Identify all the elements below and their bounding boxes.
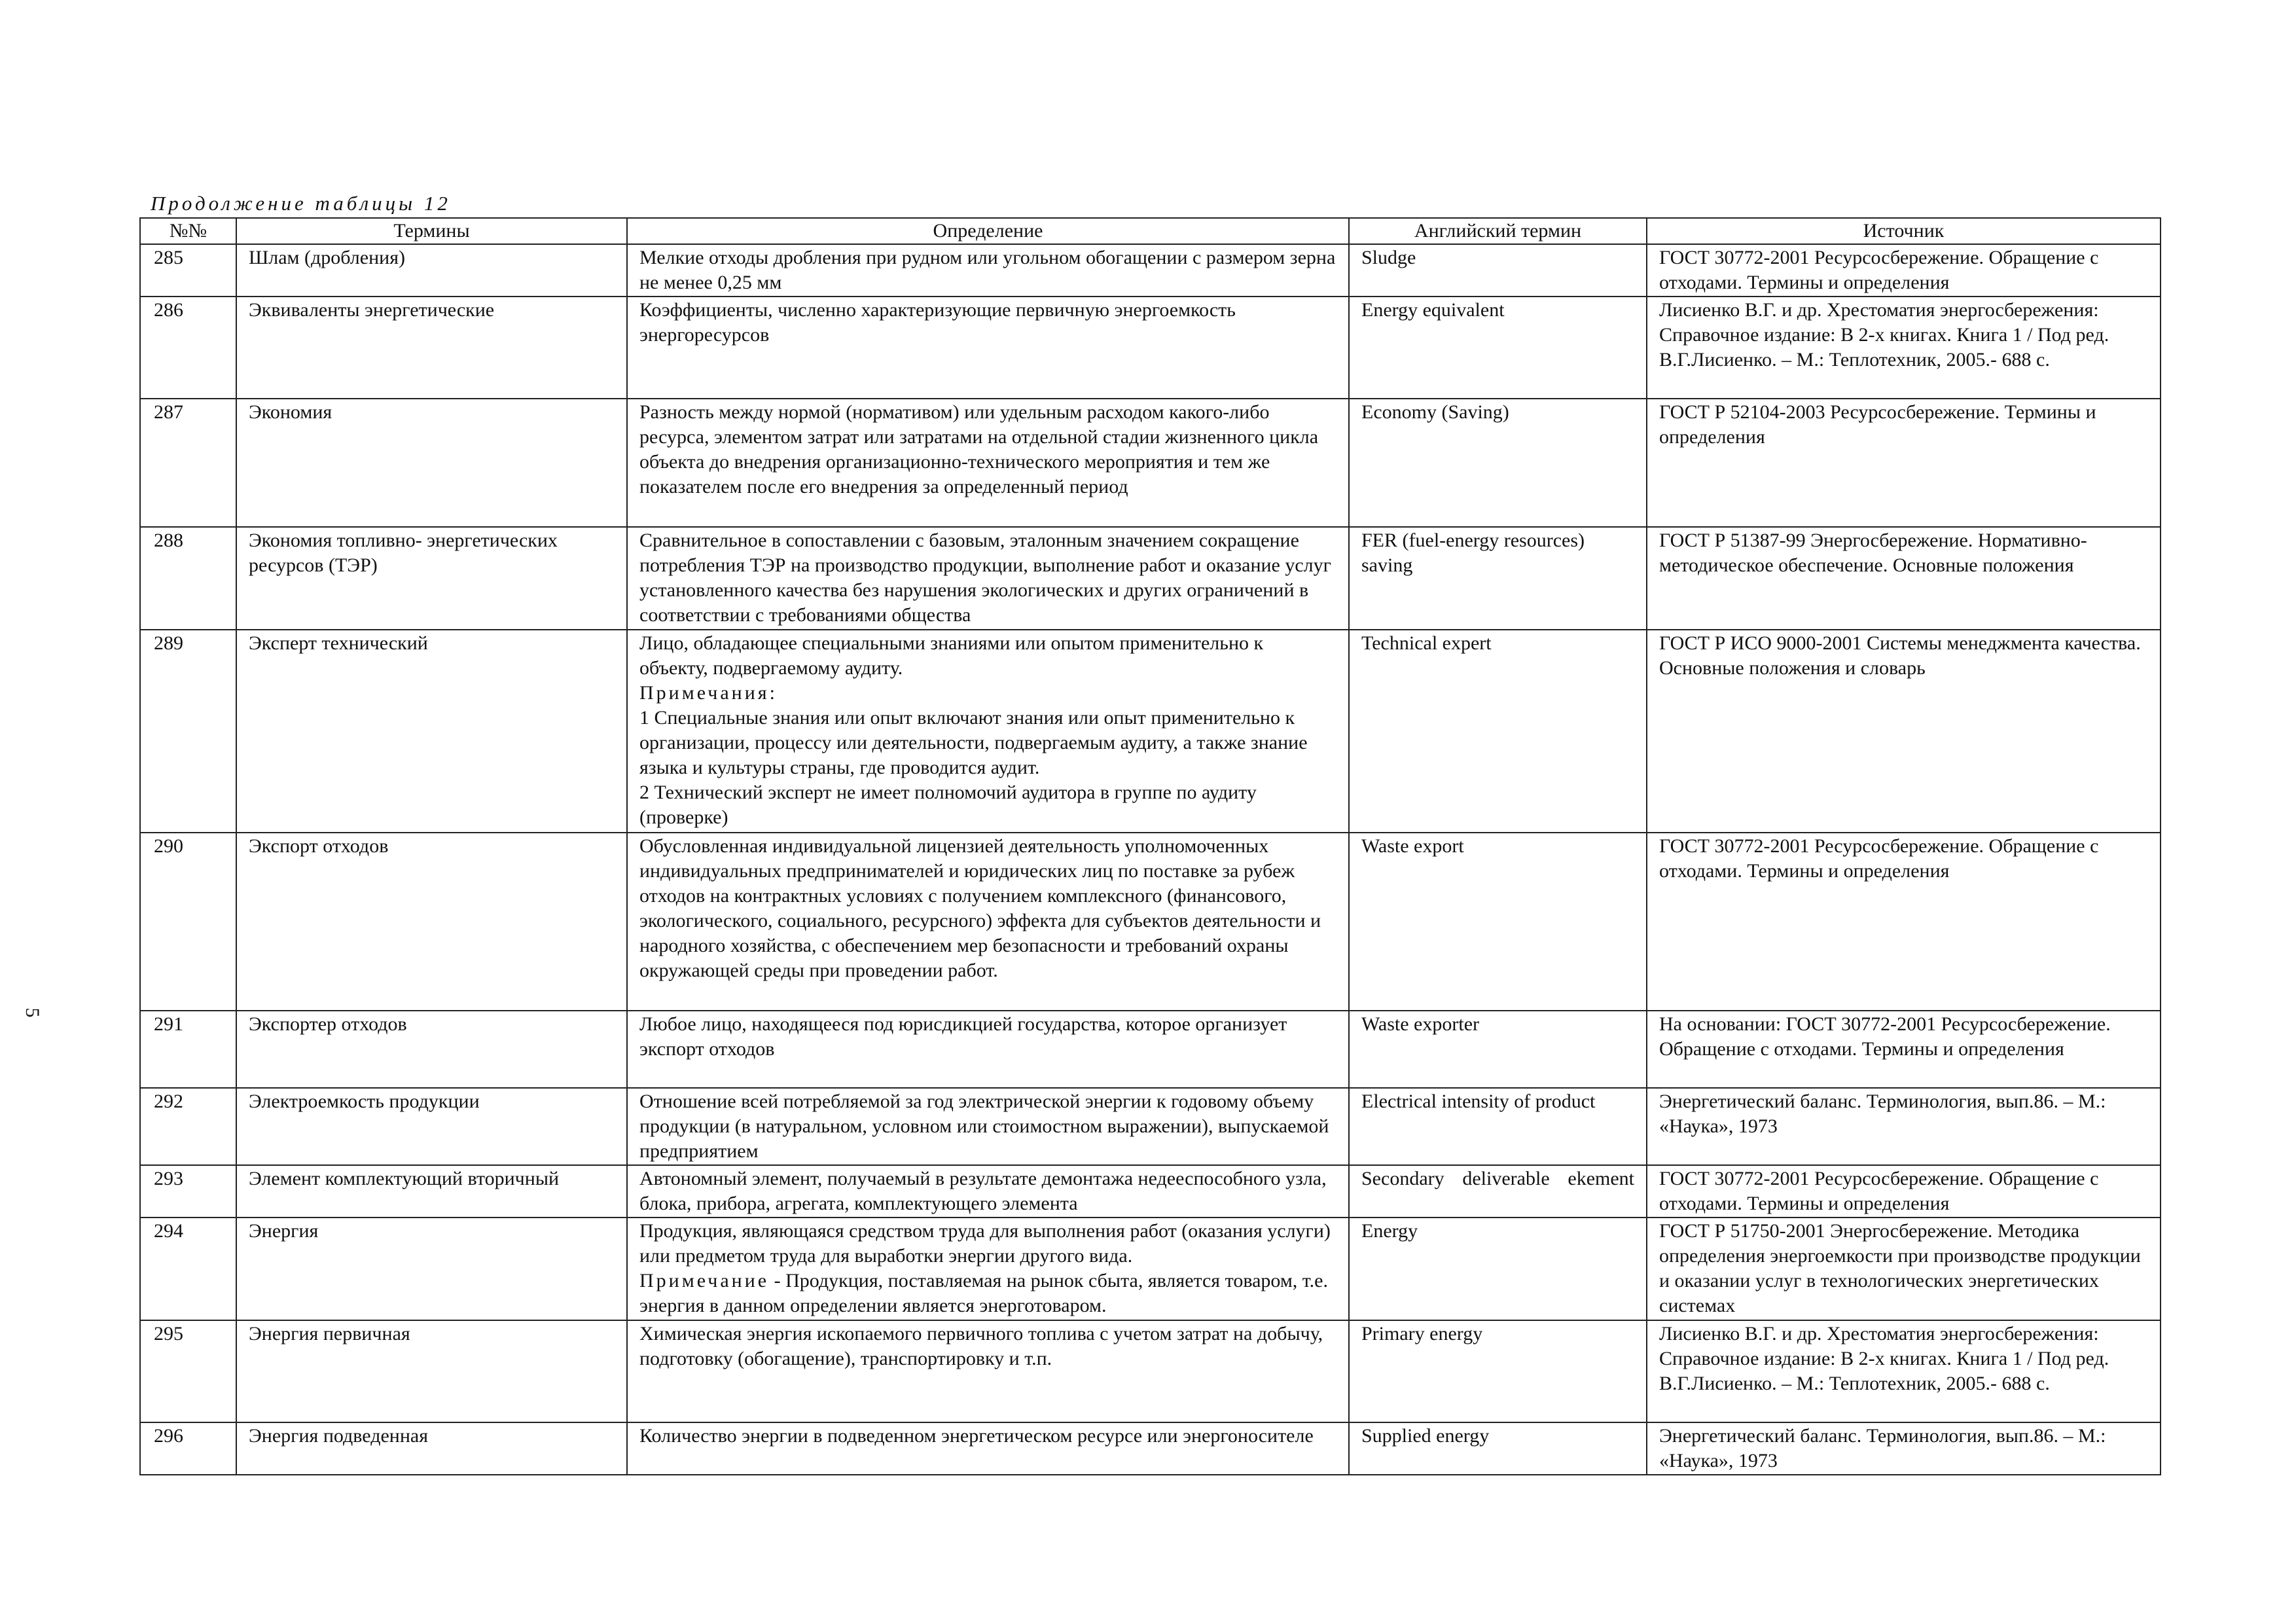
definition-cell: Мелкие отходы дробления при рудном или угольном обогащении с размером зерна не менее 0,25 мм <box>627 244 1349 297</box>
table-row <box>140 297 2161 399</box>
definition-cell: Сравнительное в сопоставлении с базовым, эталонным значением сокращение потребления ТЭР на производство продукции, выполнение работ и оказание услуг установленного качества без нарушения экологических и других ограничений в соответствии с требованиями общества <box>627 527 1349 630</box>
page-number: 5 <box>22 1007 43 1018</box>
english-term-text: Secondary deliverable ekement <box>1361 1168 1634 1189</box>
row-number: 285 <box>140 244 236 297</box>
definition-text: Лицо, обладающее специальными знаниями или опытом применительно к объекту, подвергаемому аудиту. <box>639 632 1264 679</box>
row-number: 286 <box>140 297 236 399</box>
definition-note-heading: Примечание <box>639 1270 770 1291</box>
table-row <box>140 833 2161 1011</box>
terms-table <box>139 217 2161 1475</box>
definition-cell: Любое лицо, находящееся под юрисдикцией государства, которое организует экспорт отходов <box>627 1011 1349 1088</box>
definition-cell: Количество энергии в подведенном энергетическом ресурсе или энергоносителе <box>627 1422 1349 1475</box>
table-row <box>140 630 2161 833</box>
row-number: 296 <box>140 1422 236 1475</box>
header-number: №№ <box>140 218 236 244</box>
source-cell: ГОСТ Р ИСО 9000-2001 Системы менеджмента качества. Основные положения и словарь <box>1647 630 2161 833</box>
english-term-cell: Waste export <box>1349 833 1647 1011</box>
row-number: 288 <box>140 527 236 630</box>
source-cell: ГОСТ 30772-2001 Ресурсосбережение. Обращение с отходами. Термины и определения <box>1647 833 2161 1011</box>
english-term-cell: Primary energy <box>1349 1320 1647 1422</box>
source-cell: На основании: ГОСТ 30772-2001 Ресурсосбережение. Обращение с отходами. Термины и определения <box>1647 1011 2161 1088</box>
term-cell: Экономия <box>236 399 627 527</box>
definition-note-2: 2 Технический эксперт не имеет полномочий аудитора в группе по аудиту (проверке) <box>639 782 1257 828</box>
definition-note-1: 1 Специальные знания или опыт включают знания или опыт применительно к организации, процессу или деятельности, подвергаемым аудиту, а также знание языка и культуры страны, где проводится аудит. <box>639 707 1308 778</box>
row-number: 291 <box>140 1011 236 1088</box>
header-source: Источник <box>1647 218 2161 244</box>
definition-cell <box>627 1218 1349 1320</box>
term-cell: Элемент комплектующий вторичный <box>236 1165 627 1218</box>
header-english-term: Английский термин <box>1349 218 1647 244</box>
term-cell: Экспортер отходов <box>236 1011 627 1088</box>
english-term-cell: Waste exporter <box>1349 1011 1647 1088</box>
table-row <box>140 1088 2161 1165</box>
row-number: 293 <box>140 1165 236 1218</box>
english-term-cell: Economy (Saving) <box>1349 399 1647 527</box>
table-row <box>140 1218 2161 1320</box>
row-number: 292 <box>140 1088 236 1165</box>
source-cell: Лисиенко В.Г. и др. Хрестоматия энергосбережения: Справочное издание: В 2-х книгах. Книга 1 / Под ред. В.Г.Лисиенко. – М.: Теплотехник, 2005.- 688 с. <box>1647 1320 2161 1422</box>
table-row <box>140 1011 2161 1088</box>
term-cell: Электроемкость продукции <box>236 1088 627 1165</box>
term-cell: Энергия подведенная <box>236 1422 627 1475</box>
source-cell: Лисиенко В.Г. и др. Хрестоматия энергосбережения: Справочное издание: В 2-х книгах. Книга 1 / Под ред. В.Г.Лисиенко. – М.: Теплотехник, 2005.- 688 с. <box>1647 297 2161 399</box>
definition-cell: Обусловленная индивидуальной лицензией деятельность уполномоченных индивидуальных предпринимателей и юридических лиц по поставке за рубеж отходов на контрактных условиях с получением комплексного (финансового, экологического, социального, ресурсного) эффекта для субъектов деятельности и народного хозяйства, с обеспечением мер безопасности и требований охраны окружающей среды при проведении работ. <box>627 833 1349 1011</box>
table-row <box>140 1165 2161 1218</box>
term-cell: Шлам (дробления) <box>236 244 627 297</box>
table-row <box>140 244 2161 297</box>
source-cell: ГОСТ Р 52104-2003 Ресурсосбережение. Термины и определения <box>1647 399 2161 527</box>
source-cell: ГОСТ 30772-2001 Ресурсосбережение. Обращение с отходами. Термины и определения <box>1647 1165 2161 1218</box>
row-number: 290 <box>140 833 236 1011</box>
definition-cell <box>627 630 1349 833</box>
source-cell: ГОСТ Р 51750-2001 Энергосбережение. Методика определения энергоемкости при производстве продукции и оказании услуг в технологических энергетических системах <box>1647 1218 2161 1320</box>
row-number: 287 <box>140 399 236 527</box>
term-cell: Экспорт отходов <box>236 833 627 1011</box>
english-term-cell: Sludge <box>1349 244 1647 297</box>
english-term-cell: FER (fuel-energy resources) saving <box>1349 527 1647 630</box>
term-cell: Экономия топливно- энергетических ресурсов (ТЭР) <box>236 527 627 630</box>
header-definition: Определение <box>627 218 1349 244</box>
source-cell: ГОСТ 30772-2001 Ресурсосбережение. Обращение с отходами. Термины и определения <box>1647 244 2161 297</box>
english-term-cell: Technical expert <box>1349 630 1647 833</box>
source-cell: ГОСТ Р 51387-99 Энергосбережение. Нормативно-методическое обеспечение. Основные положения <box>1647 527 2161 630</box>
row-number: 289 <box>140 630 236 833</box>
row-number: 294 <box>140 1218 236 1320</box>
table-row <box>140 1320 2161 1422</box>
source-cell: Энергетический баланс. Терминология, вып.86. – М.: «Наука», 1973 <box>1647 1422 2161 1475</box>
table-row <box>140 1422 2161 1475</box>
table-row <box>140 527 2161 630</box>
table-caption: Продолжение таблицы 12 <box>151 192 451 215</box>
definition-cell: Химическая энергия ископаемого первичного топлива с учетом затрат на добычу, подготовку (обогащение), транспортировку и т.п. <box>627 1320 1349 1422</box>
definition-note-heading: Примечания: <box>639 682 778 704</box>
definition-cell: Автономный элемент, получаемый в результате демонтажа недееспособного узла, блока, прибора, агрегата, комплектующего элемента <box>627 1165 1349 1218</box>
english-term-cell <box>1349 1165 1647 1218</box>
term-cell: Энергия первичная <box>236 1320 627 1422</box>
term-cell: Эксперт технический <box>236 630 627 833</box>
header-terms: Термины <box>236 218 627 244</box>
definition-cell: Отношение всей потребляемой за год электрической энергии к годовому объему продукции (в натуральном, условном или стоимостном выражении), выпускаемой предприятием <box>627 1088 1349 1165</box>
term-cell: Энергия <box>236 1218 627 1320</box>
english-term-cell: Supplied energy <box>1349 1422 1647 1475</box>
english-term-cell: Electrical intensity of product <box>1349 1088 1647 1165</box>
definition-text: Продукция, являющаяся средством труда для выполнения работ (оказания услуги) или предметом труда для выработки энергии другого вида. <box>639 1220 1331 1267</box>
table-header-row <box>140 218 2161 244</box>
row-number: 295 <box>140 1320 236 1422</box>
definition-cell: Разность между нормой (нормативом) или удельным расходом какого-либо ресурса, элементом затрат или затратами на отдельной стадии жизненного цикла объекта до внедрения организационно-технического мероприятия и тем же показателем после его внедрения за определенный период <box>627 399 1349 527</box>
english-term-cell: Energy <box>1349 1218 1647 1320</box>
definition-note-1: - Продукция, поставляемая на рынок сбыта, является товаром, т.е. энергия в данном определении является энерготоваром. <box>639 1270 1328 1316</box>
table-row <box>140 399 2161 527</box>
source-cell: Энергетический баланс. Терминология, вып.86. – М.: «Наука», 1973 <box>1647 1088 2161 1165</box>
definition-cell: Коэффициенты, численно характеризующие первичную энергоемкость энергоресурсов <box>627 297 1349 399</box>
english-term-cell: Energy equivalent <box>1349 297 1647 399</box>
term-cell: Эквиваленты энергетические <box>236 297 627 399</box>
